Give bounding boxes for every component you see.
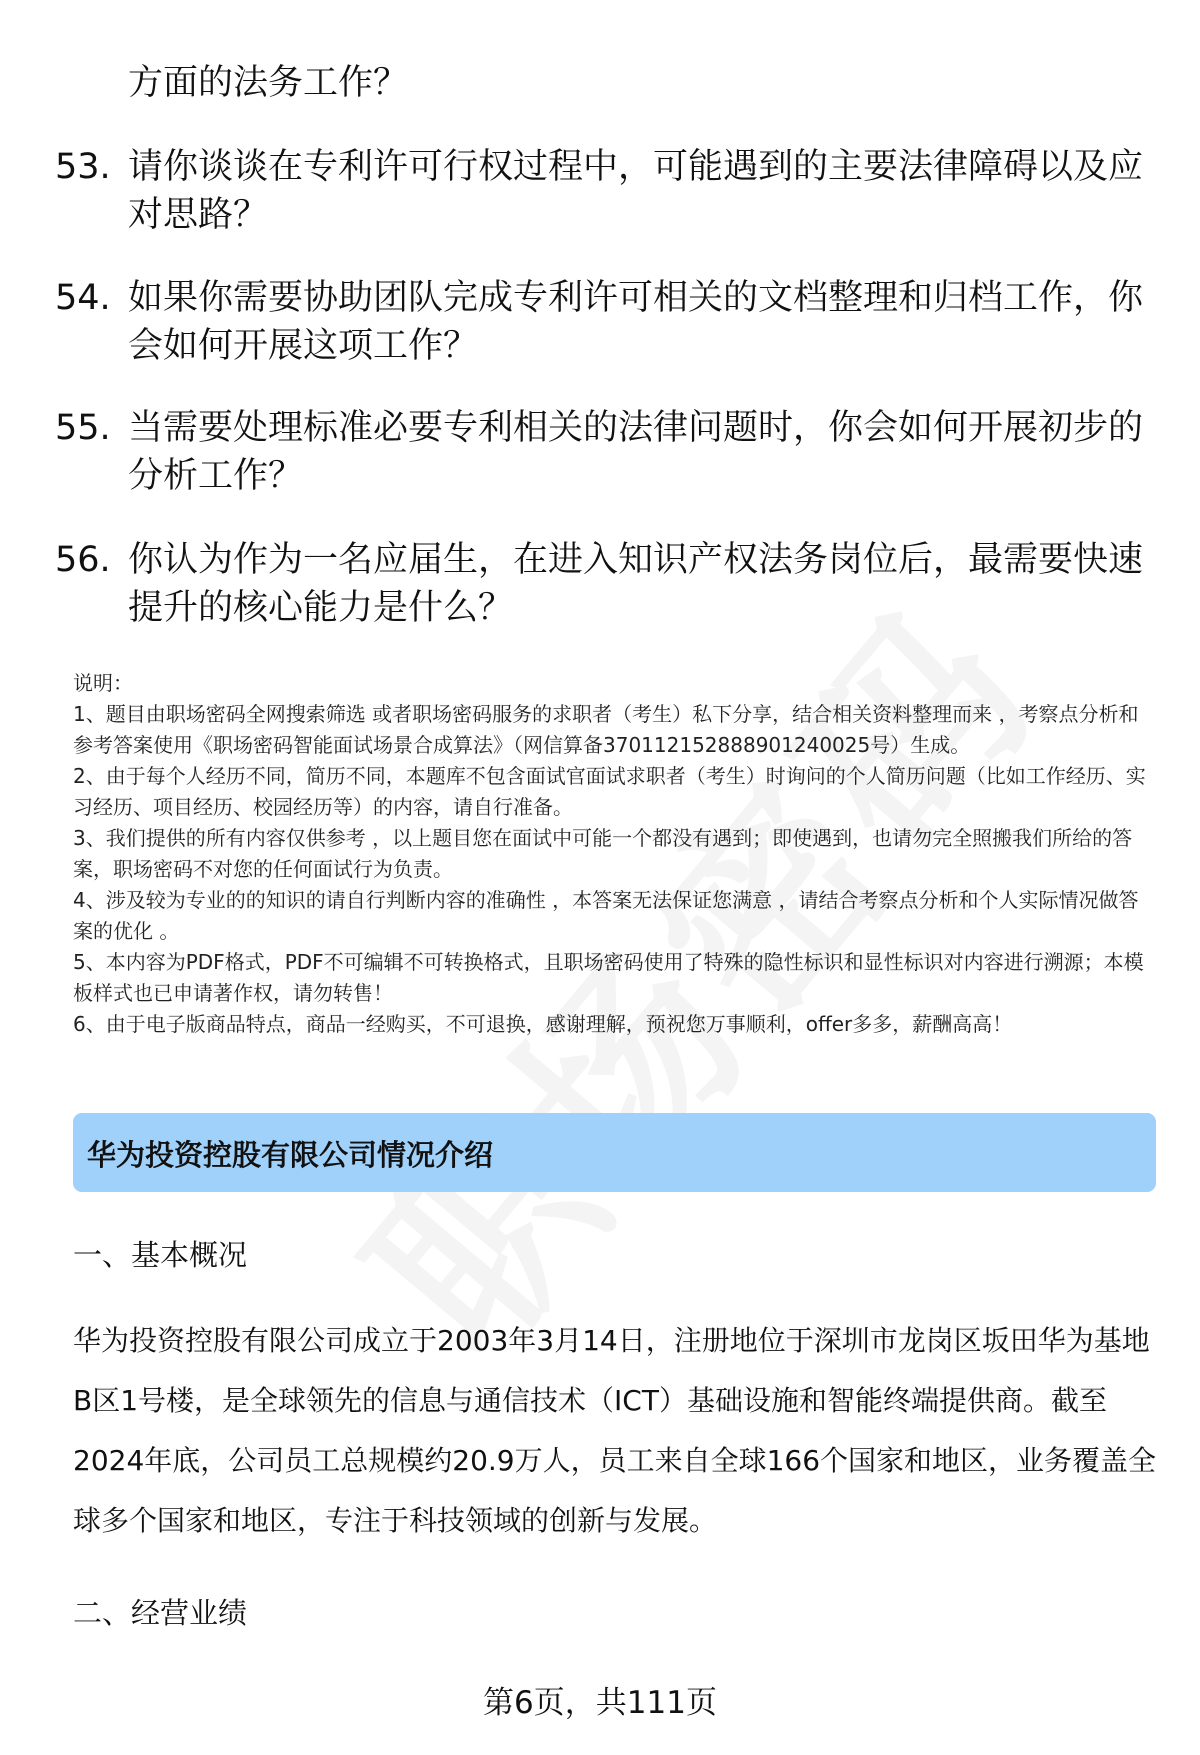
notes-title: 说明： xyxy=(73,671,133,695)
question-text: 你认为作为一名应届生，在进入知识产权法务岗位后，最需要快速提升的核心能力是什么？ xyxy=(128,540,1144,628)
notes-section xyxy=(73,668,1158,1040)
question-number: 53. xyxy=(55,147,111,187)
question-text: 如果你需要协助团队完成专利许可相关的文档整理和归档工作，你会如何开展这项工作？ xyxy=(128,278,1144,366)
question-number: 56. xyxy=(55,540,111,580)
question-number: 54. xyxy=(55,278,111,318)
subsection-heading-performance: 二、经营业绩 xyxy=(73,1596,248,1630)
note-item: 1、题目由职场密码全网搜索筛选 或者职场密码服务的求职者（考生）私下分享，结合相关资料整理而来 ，考察点分析和参考答案使用《职场密码智能面试场景合成算法》（网信算备370112152888901240025号）生成。 xyxy=(73,702,1139,757)
overview-paragraph: 华为投资控股有限公司成立于2003年3月14日，注册地位于深圳市龙岗区坂田华为基地B区1号楼，是全球领先的信息与通信技术（ICT）基础设施和智能终端提供商。截至2024年底，公司员工总规模约20.9万人，员工来自全球166个国家和地区，业务覆盖全球多个国家和地区，专注于科技领域的创新与发展。 xyxy=(73,1324,1157,1537)
note-item: 4、涉及较为专业的的知识的请自行判断内容的准确性 ，本答案无法保证您满意 ，请结合考察点分析和个人实际情况做答案的优化 。 xyxy=(73,888,1139,943)
section-title: 华为投资控股有限公司情况介绍 xyxy=(87,1138,494,1172)
question-52-continuation xyxy=(55,59,1145,107)
question-number: 55. xyxy=(55,408,111,448)
section-banner xyxy=(73,1113,1156,1192)
page-number: 第6页，共111页 xyxy=(483,1685,717,1721)
note-item: 5、本内容为PDF格式，PDF不可编辑不可转换格式，且职场密码使用了特殊的隐性标识和显性标识对内容进行溯源；本模板样式也已申请著作权，请勿转售！ xyxy=(73,950,1144,1005)
question-text: 请你谈谈在专利许可行权过程中，可能遇到的主要法律障碍以及应对思路？ xyxy=(128,147,1144,235)
question-text: 方面的法务工作？ xyxy=(128,63,409,103)
question-55 xyxy=(55,404,1145,500)
subsection-heading-overview: 一、基本概况 xyxy=(73,1238,248,1272)
note-item: 2、由于每个人经历不同，简历不同，本题库不包含面试官面试求职者（考生）时询问的个人简历问题（比如工作经历、实习经历、项目经历、校园经历等）的内容，请自行准备。 xyxy=(73,764,1146,819)
question-54 xyxy=(55,274,1145,370)
question-56 xyxy=(55,536,1145,632)
note-item: 3、我们提供的所有内容仅供参考 ，以上题目您在面试中可能一个都没有遇到；即使遇到，也请勿完全照搬我们所给的答案，职场密码不对您的任何面试行为负责。 xyxy=(73,826,1133,881)
question-53 xyxy=(55,143,1145,239)
note-item: 6、由于电子版商品特点，商品一经购买，不可退换，感谢理解，预祝您万事顺利，offer多多，薪酬高高！ xyxy=(73,1012,1013,1036)
question-text: 当需要处理标准必要专利相关的法律问题时，你会如何开展初步的分析工作？ xyxy=(128,408,1144,496)
